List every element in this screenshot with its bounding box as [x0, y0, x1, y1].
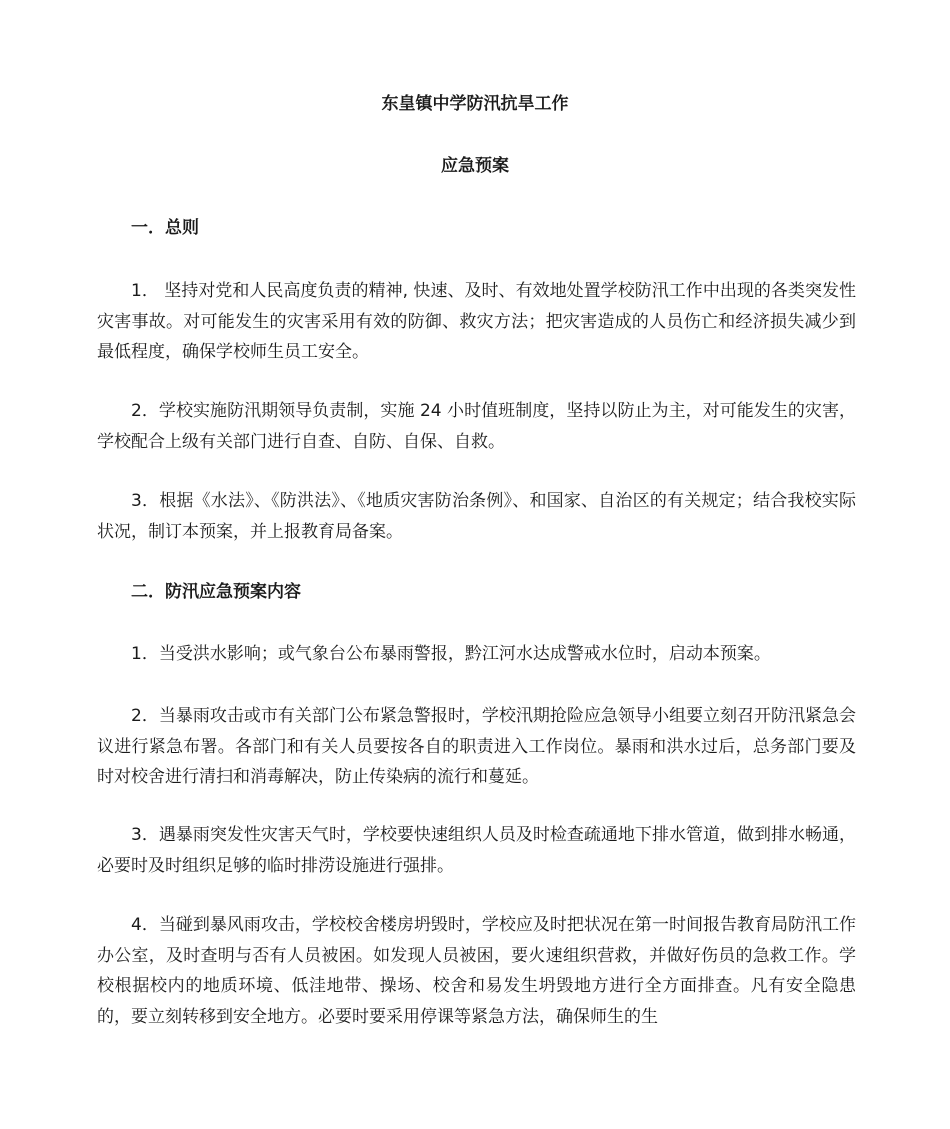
section-heading-flood-plan: 二．防汛应急预案内容	[131, 582, 301, 602]
document-title: 东皇镇中学防汛抗旱工作	[381, 94, 569, 114]
paragraph: 1． 坚持对党和人民高度负责的精神, 快速、及时、有效地处置学校防汛工作中出现的各类突发性灾害事故。对可能发生的灾害采用有效的防御、救灾方法；把灾害造成的人员伤亡和经济损失减少到最低程度，确保学校师生员工安全。	[97, 281, 856, 362]
paragraph: 2．学校实施防汛期领导负责制，实施 24 小时值班制度，坚持以防止为主，对可能发生的灾害，学校配合上级有关部门进行自查、自防、自保、自救。	[97, 401, 856, 452]
paragraph: 3．根据《水法》、《防洪法》、《地质灾害防治条例》、和国家、自治区的有关规定；结合我校实际状况，制订本预案，并上报教育局备案。	[97, 491, 856, 542]
section-heading-general: 一．总则	[131, 218, 199, 238]
paragraph: 1．当受洪水影响；或气象台公布暴雨警报，黔江河水达成警戒水位时，启动本预案。	[131, 644, 771, 664]
paragraph: 3．遇暴雨突发性灾害天气时，学校要快速组织人员及时检查疏通地下排水管道，做到排水畅通，必要时及时组织足够的临时排涝设施进行强排。	[97, 825, 856, 876]
paragraph: 2．当暴雨攻击或市有关部门公布紧急警报时，学校汛期抢险应急领导小组要立刻召开防汛紧急会议进行紧急布署。各部门和有关人员要按各自的职责进入工作岗位。暴雨和洪水过后，总务部门要及时对校舍进行清扫和消毒解决，防止传染病的流行和蔓延。	[97, 706, 856, 787]
paragraph: 4．当碰到暴风雨攻击，学校校舍楼房坍毁时，学校应及时把状况在第一时间报告教育局防汛工作办公室，及时查明与否有人员被困。如发现人员被困，要火速组织营救，并做好伤员的急救工作。学校根据校内的地质环境、低洼地带、操场、校舍和易发生坍毁地方进行全方面排查。凡有安全隐患的，要立刻转移到安全地方。必要时要采用停课等紧急方法，确保师生的生	[97, 915, 856, 1027]
document-subtitle: 应急预案	[441, 156, 509, 176]
